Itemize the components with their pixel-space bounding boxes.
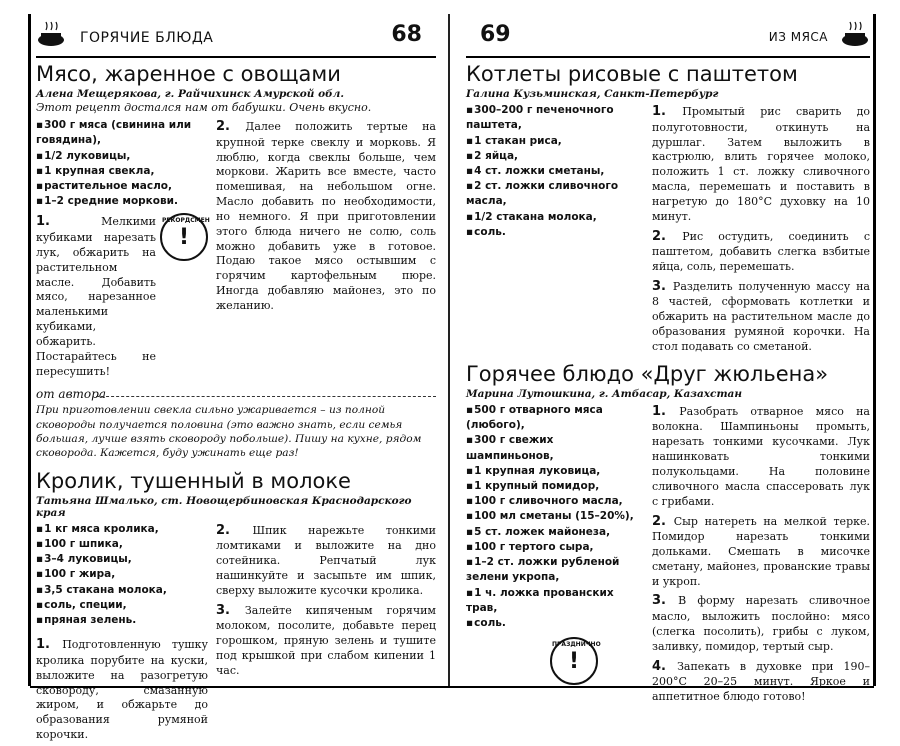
ingredient: ▪ 300 г мяса (свинина или говядина),: [36, 118, 208, 148]
right-page-edge: [873, 14, 876, 686]
page-number: 69: [480, 22, 511, 47]
recipe-author: Алена Мещерякова, г. Райчихинск Амурской обл.: [36, 88, 345, 101]
ingredient: ▪ соль.: [466, 616, 644, 631]
ingredient: ▪ соль, специи,: [36, 598, 208, 613]
ingredient: ▪ 500 г отварного мяса (любого),: [466, 403, 644, 433]
author-note-header: от автора: [36, 387, 436, 401]
ingredient: ▪ 1–2 средние моркови.: [36, 194, 208, 209]
ingredient: ▪ 4 ст. ложки сметаны,: [466, 164, 644, 179]
ingredient: ▪ 2 ст. ложки сливочного масла,: [466, 179, 644, 209]
section-title: ГОРЯЧИЕ БЛЮДА: [80, 30, 214, 46]
recipe-title: Котлеты рисовые с паштетом: [466, 62, 798, 86]
pot-icon: [36, 20, 66, 50]
ingredient: ▪ 5 ст. ложек майонеза,: [466, 525, 644, 540]
recipe-title: Кролик, тушенный в молоке: [36, 468, 351, 493]
ingredient: ▪ соль.: [466, 225, 644, 240]
recipe-julienne-friend: [466, 362, 870, 708]
recipe-title: Мясо, жаренное с овощами: [36, 62, 341, 86]
recipe-rice-cutlets: [466, 62, 870, 358]
recipe-step: 3. В форму нарезать сливочное масло, выложить послойно: мясо (слегка посолить), грибы с луком, заливку, помидор, тертый сыр.: [652, 593, 870, 653]
ingredient: ▪ 1/2 луковицы,: [36, 149, 208, 164]
recipe-step: 2. Сыр натереть на мелкой терке. Помидор нарезать тонкими дольками. Смешать в мисочке сметану, майонез, прованские травы и укроп.: [652, 513, 870, 588]
ingredient: ▪ 1 ч. ложка прованских трав,: [466, 586, 644, 616]
ingredient: ▪ 1 кг мяса кролика,: [36, 522, 208, 537]
recipe-author: Татьяна Шмалько, ст. Новощербиновская Краснодарского края: [36, 494, 412, 519]
recipe-step: 2. Шпик нарежьте тонкими ломтиками и выложите на дно сотейника. Репчатый лук нашинкуйте и засыпьте им шпик, сверху выложите кусочки кролика.: [216, 522, 436, 597]
section-title: ИЗ МЯСА: [768, 30, 828, 44]
recipe-meat-vegetables: [36, 62, 436, 461]
recipe-step: 1. Подготовленную тушку кролика порубите на куски, выложите на разогретую сковороду, смазанную жиром, и обжарьте до образования румяной корочки.: [36, 637, 208, 742]
ingredient: ▪ 1 крупная свекла,: [36, 164, 208, 179]
recipe-step: 2. Рис остудить, соединить с паштетом, добавить слегка взбитые яйца, соль, перемешать.: [652, 228, 870, 273]
recipe-step: 4. Запекать в духовке при 190–200°С 20–25 минут. Яркое и аппетитное блюдо готово!: [652, 658, 871, 703]
ingredient: ▪ 100 мл сметаны (15–20%),: [466, 509, 644, 524]
ingredient: ▪ 1 крупная луковица,: [466, 464, 644, 479]
ingredient: ▪ 3,5 стакана молока,: [36, 583, 208, 598]
ingredient: ▪ 1–2 ст. ложки рубленой зелени укропа,: [466, 555, 644, 585]
record-holder-stamp-icon: РЕКОРДСМЕН !: [160, 213, 208, 261]
left-page-edge: [28, 14, 31, 686]
ingredient: ▪ 1 стакан риса,: [466, 134, 644, 149]
ingredient: ▪ пряная зелень.: [36, 613, 208, 628]
left-page: [36, 18, 436, 742]
ingredient-list: [36, 522, 208, 629]
ingredient-list: [36, 118, 208, 209]
recipe-title: Горячее блюдо «Друг жюльена»: [466, 361, 829, 386]
page-number: 68: [391, 22, 422, 47]
author-note: При приготовлении свекла сильно ужаривается – из полной сковороды получается половина (это важно знать, если семья большая, лучше взять сковороду побольше). Пишу на кухне, рядом сковорода. Кажется, буду ужинать еще раз!: [36, 404, 422, 460]
recipe-author: Марина Лутошкина, г. Атбасар, Казахстан: [466, 387, 743, 400]
pot-icon: [840, 20, 870, 50]
recipe-step: 3. Залейте кипяченым горячим молоком, посолите, добавьте перец горошком, пряную зелень и тушите под крышкой при слабом кипении 1 час.: [216, 602, 436, 677]
ingredient: ▪ 100 г сливочного масла,: [466, 494, 644, 509]
ingredient: ▪ 1 крупный помидор,: [466, 479, 644, 494]
recipe-author: Галина Кузьминская, Санкт-Петербург: [466, 88, 719, 101]
ingredient: ▪ 100 г жира,: [36, 567, 208, 582]
ingredient: ▪ 100 г тертого сыра,: [466, 540, 644, 555]
ingredient: ▪ 2 яйца,: [466, 149, 644, 164]
recipe-step: 1. Мелкими кубиками нарезать лук, обжарить на растительном масле. Добавить мясо, нарезанное маленькими кубиками, обжарить. Постарайтесь не пересушить!: [36, 214, 156, 378]
ingredient-list: [466, 103, 644, 240]
right-header: [466, 18, 870, 58]
ingredient: ▪ растительное масло,: [36, 179, 208, 194]
recipe-step: 3. Разделить полученную массу на 8 частей, сформовать котлетки и обжарить на растительном масле до образования румяной корочки. На стол подавать со сметаной.: [652, 278, 870, 353]
left-header: [36, 18, 436, 58]
right-page: [466, 18, 871, 703]
recipe-step: 1. Промытый рис сварить до полуготовности, откинуть на дуршлаг. Затем выложить в кастрюлю, влить горячее молоко, положить 1 ст. ложку сливочного масла, перемешать и поставить в нагретую до 180°С духовку на 10 минут.: [652, 104, 870, 223]
ingredient: ▪ 300 г свежих шампиньонов,: [466, 433, 644, 463]
festive-stamp-icon: ПРАЗДНИЧНО !: [550, 637, 598, 685]
recipe-step: 2. Далее положить тертые на крупной терке свеклу и морковь. Я люблю, когда свеклы больше, чем моркови. Жарить все вместе, часто помешивая, на небольшом огне. Масло добавить по необходимости, но немного. Я при приготовлении этого блюда ничего не солю, соль можно добавить уже в готовое. Подаю такое мясо остывшим с горячим картофельным пюре. Иногда добавляю майонез, это по желанию.: [216, 119, 436, 312]
ingredient: ▪ 100 г шпика,: [36, 537, 208, 552]
recipe-step: 1. Разобрать отварное мясо на волокна. Шампиньоны промыть, нарезать тонкими кусочками. Лук нашинковать тонкими полукольцами. На половине сливочного масла спассеровать лук с грибами.: [652, 403, 870, 508]
recipe-rabbit-milk: [36, 469, 436, 746]
ingredient-list: [466, 403, 644, 631]
ingredient: ▪ 1/2 стакана молока,: [466, 210, 644, 225]
book-gutter: [448, 14, 450, 686]
ingredient: ▪ 300–200 г печеночного паштета,: [466, 103, 644, 133]
ingredient: ▪ 3–4 луковицы,: [36, 552, 208, 567]
recipe-intro: Этот рецепт достался нам от бабушки. Очень вкусно.: [36, 101, 372, 115]
